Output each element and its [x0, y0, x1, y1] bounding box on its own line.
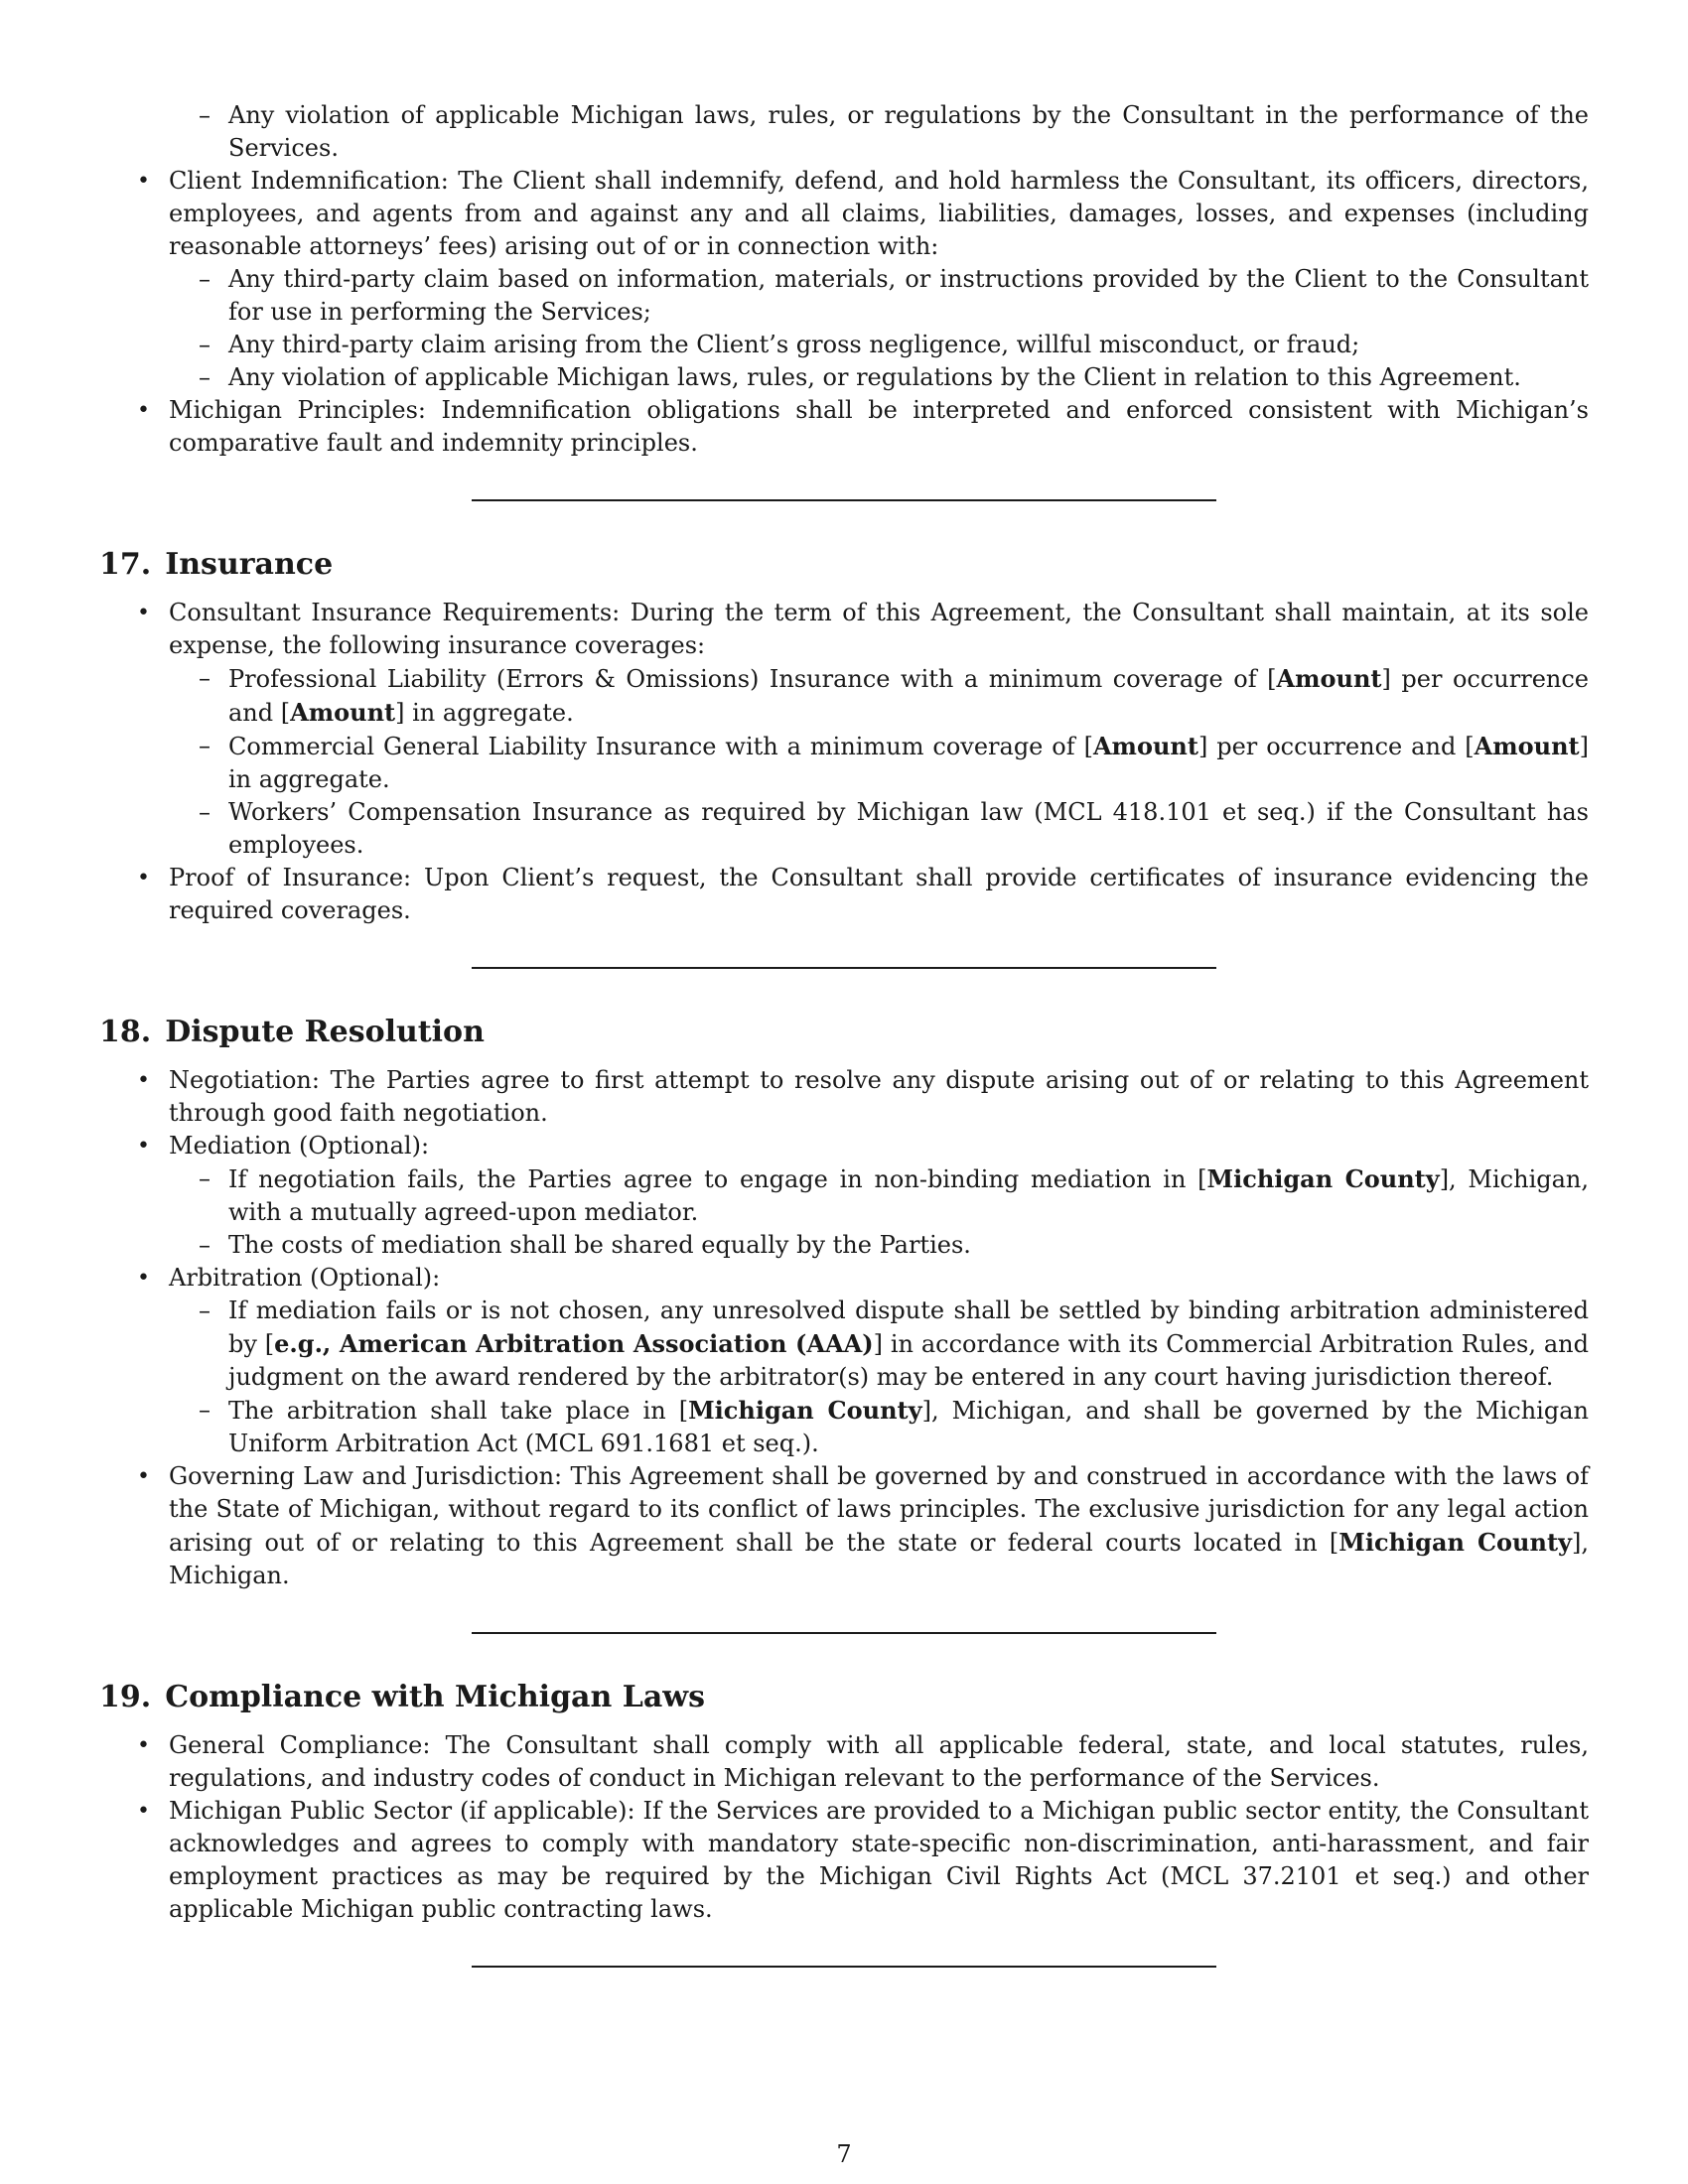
- text-run: ], Michigan, and shall be governed by the Michigan Uniform Arbitration Act (MCL 691.1681 et seq.).: [228, 1397, 1589, 1457]
- section-19-heading: [99, 1680, 1589, 1715]
- document-page: [99, 99, 1589, 1968]
- list-item: [169, 1394, 1589, 1460]
- text-run: ] per occurrence and [: [228, 665, 1589, 727]
- professional-liability-item: [169, 662, 1589, 730]
- section-17-list: [99, 597, 1589, 927]
- arbitration-item: [99, 1262, 1589, 1460]
- section-divider: [472, 967, 1216, 969]
- text-run: ] in aggregate.: [395, 699, 574, 727]
- section-title: Compliance with Michigan Laws: [165, 1680, 705, 1714]
- arbitration-sublist: [169, 1295, 1589, 1460]
- page-number: 7: [836, 2140, 852, 2168]
- consultant-insurance-item: [99, 597, 1589, 862]
- amount-placeholder: Amount: [1474, 732, 1580, 760]
- text-run: If negotiation fails, the Parties agree to engage in non-binding mediation in [: [228, 1165, 1207, 1193]
- section-number: 18.: [99, 1015, 152, 1049]
- section-16-tail-list: [99, 165, 1589, 460]
- section-divider: [472, 1966, 1216, 1968]
- text-run: The arbitration shall take place in [: [228, 1397, 689, 1425]
- text-run: ] in aggregate.: [228, 733, 1589, 793]
- text-run: ], Michigan, with a mutually agreed-upon mediator.: [228, 1165, 1589, 1226]
- client-indemnification-text: Client Indemnification: The Client shall indemnify, defend, and hold harmless the Consultant, its officers, directors, employees, and agents from and against any and all claims, liabilities, damages, losses, and expenses (including reasonable attorneys’ fees) arising out of or in connection with:: [169, 167, 1589, 260]
- amount-placeholder: Amount: [1276, 664, 1382, 693]
- section-title: Dispute Resolution: [165, 1015, 485, 1049]
- proof-of-insurance-item: • Proof of Insurance: Upon Client’s request, the Consultant shall provide certificates of insurance evidencing the required coverages.: [99, 862, 1589, 927]
- section-18-heading: [99, 1015, 1589, 1050]
- governing-law-item: [99, 1460, 1589, 1592]
- list-item: – Any third-party claim arising from the Client’s gross negligence, willful misconduct, or fraud;: [169, 329, 1589, 361]
- list-item: [169, 1295, 1589, 1394]
- section-19-list: [99, 1729, 1589, 1926]
- client-indemnification-sublist: [169, 263, 1589, 394]
- continuation-block: [99, 99, 1589, 165]
- list-item: – Any violation of applicable Michigan laws, rules, or regulations by the Client in relation to this Agreement.: [169, 361, 1589, 394]
- section-number: 17.: [99, 547, 152, 582]
- text-run: Governing Law and Jurisdiction: This Agreement shall be governed by and construed in accordance with the laws of the State of Michigan, without regard to its conflict of laws principles. The exclusive jurisdiction for any legal action arising out of or relating to this Agreement shall be the state or federal courts located in [: [169, 1462, 1589, 1557]
- michigan-principles-item: • Michigan Principles: Indemnification obligations shall be interpreted and enforced consistent with Michigan’s comparative fault and indemnity principles.: [99, 394, 1589, 460]
- text-run: If mediation fails or is not chosen, any unresolved dispute shall be settled by binding arbitration administered by [: [228, 1297, 1589, 1358]
- list-item: – Any violation of applicable Michigan laws, rules, or regulations by the Consultant in the performance of the Services.: [228, 99, 1589, 165]
- section-divider: [472, 499, 1216, 501]
- section-divider: [472, 1632, 1216, 1634]
- continuation-list: [228, 99, 1589, 165]
- county-placeholder: Michigan County: [688, 1396, 922, 1425]
- list-item: – The costs of mediation shall be shared equally by the Parties.: [169, 1229, 1589, 1262]
- text-run: Commercial General Liability Insurance with a minimum coverage of [: [228, 733, 1093, 760]
- mediation-item: [99, 1130, 1589, 1262]
- amount-placeholder: Amount: [290, 698, 396, 727]
- workers-compensation-item: – Workers’ Compensation Insurance as required by Michigan law (MCL 418.101 et seq.) if the Consultant has employees.: [169, 796, 1589, 862]
- list-item: [169, 1162, 1589, 1229]
- commercial-liability-item: [169, 730, 1589, 796]
- list-item: – Any third-party claim based on information, materials, or instructions provided by the Client to the Consultant for use in performing the Services;: [169, 263, 1589, 329]
- insurance-coverage-sublist: [169, 662, 1589, 862]
- amount-placeholder: Amount: [1092, 732, 1198, 760]
- text-run: ] in accordance with its Commercial Arbitration Rules, and judgment on the award rendered by the arbitrator(s) may be entered in any court having jurisdiction thereof.: [228, 1330, 1589, 1391]
- text-run: Professional Liability (Errors & Omissions) Insurance with a minimum coverage of [: [228, 665, 1277, 693]
- negotiation-item: • Negotiation: The Parties agree to first attempt to resolve any dispute arising out of or relating to this Agreement through good faith negotiation.: [99, 1064, 1589, 1130]
- county-placeholder: Michigan County: [1206, 1164, 1440, 1193]
- county-placeholder: Michigan County: [1338, 1528, 1572, 1557]
- general-compliance-item: • General Compliance: The Consultant shall comply with all applicable federal, state, and local statutes, rules, regulations, and industry codes of conduct in Michigan relevant to the performance of the Services.: [99, 1729, 1589, 1795]
- text-run: ], Michigan.: [169, 1529, 1589, 1589]
- section-18-list: [99, 1064, 1589, 1592]
- client-indemnification-item: [99, 165, 1589, 394]
- mediation-sublist: [169, 1162, 1589, 1262]
- public-sector-item: • Michigan Public Sector (if applicable): If the Services are provided to a Michigan public sector entity, the Consultant acknowledges and agrees to comply with mandatory state-specific non-discrimination, anti-harassment, and fair employment practices as may be required by the Michigan Civil Rights Act (MCL 37.2101 et seq.) and other applicable Michigan public contracting laws.: [99, 1795, 1589, 1926]
- text-run: ] per occurrence and [: [1197, 733, 1475, 760]
- section-number: 19.: [99, 1680, 152, 1714]
- mediation-label: Mediation (Optional):: [169, 1132, 430, 1160]
- section-title: Insurance: [165, 547, 334, 582]
- consultant-insurance-text: Consultant Insurance Requirements: During the term of this Agreement, the Consultant shall maintain, at its sole expense, the following insurance coverages:: [169, 599, 1589, 659]
- arbitrator-placeholder: e.g., American Arbitration Association (AAA): [274, 1329, 874, 1358]
- arbitration-label: Arbitration (Optional):: [169, 1264, 441, 1292]
- section-17-heading: [99, 547, 1589, 583]
